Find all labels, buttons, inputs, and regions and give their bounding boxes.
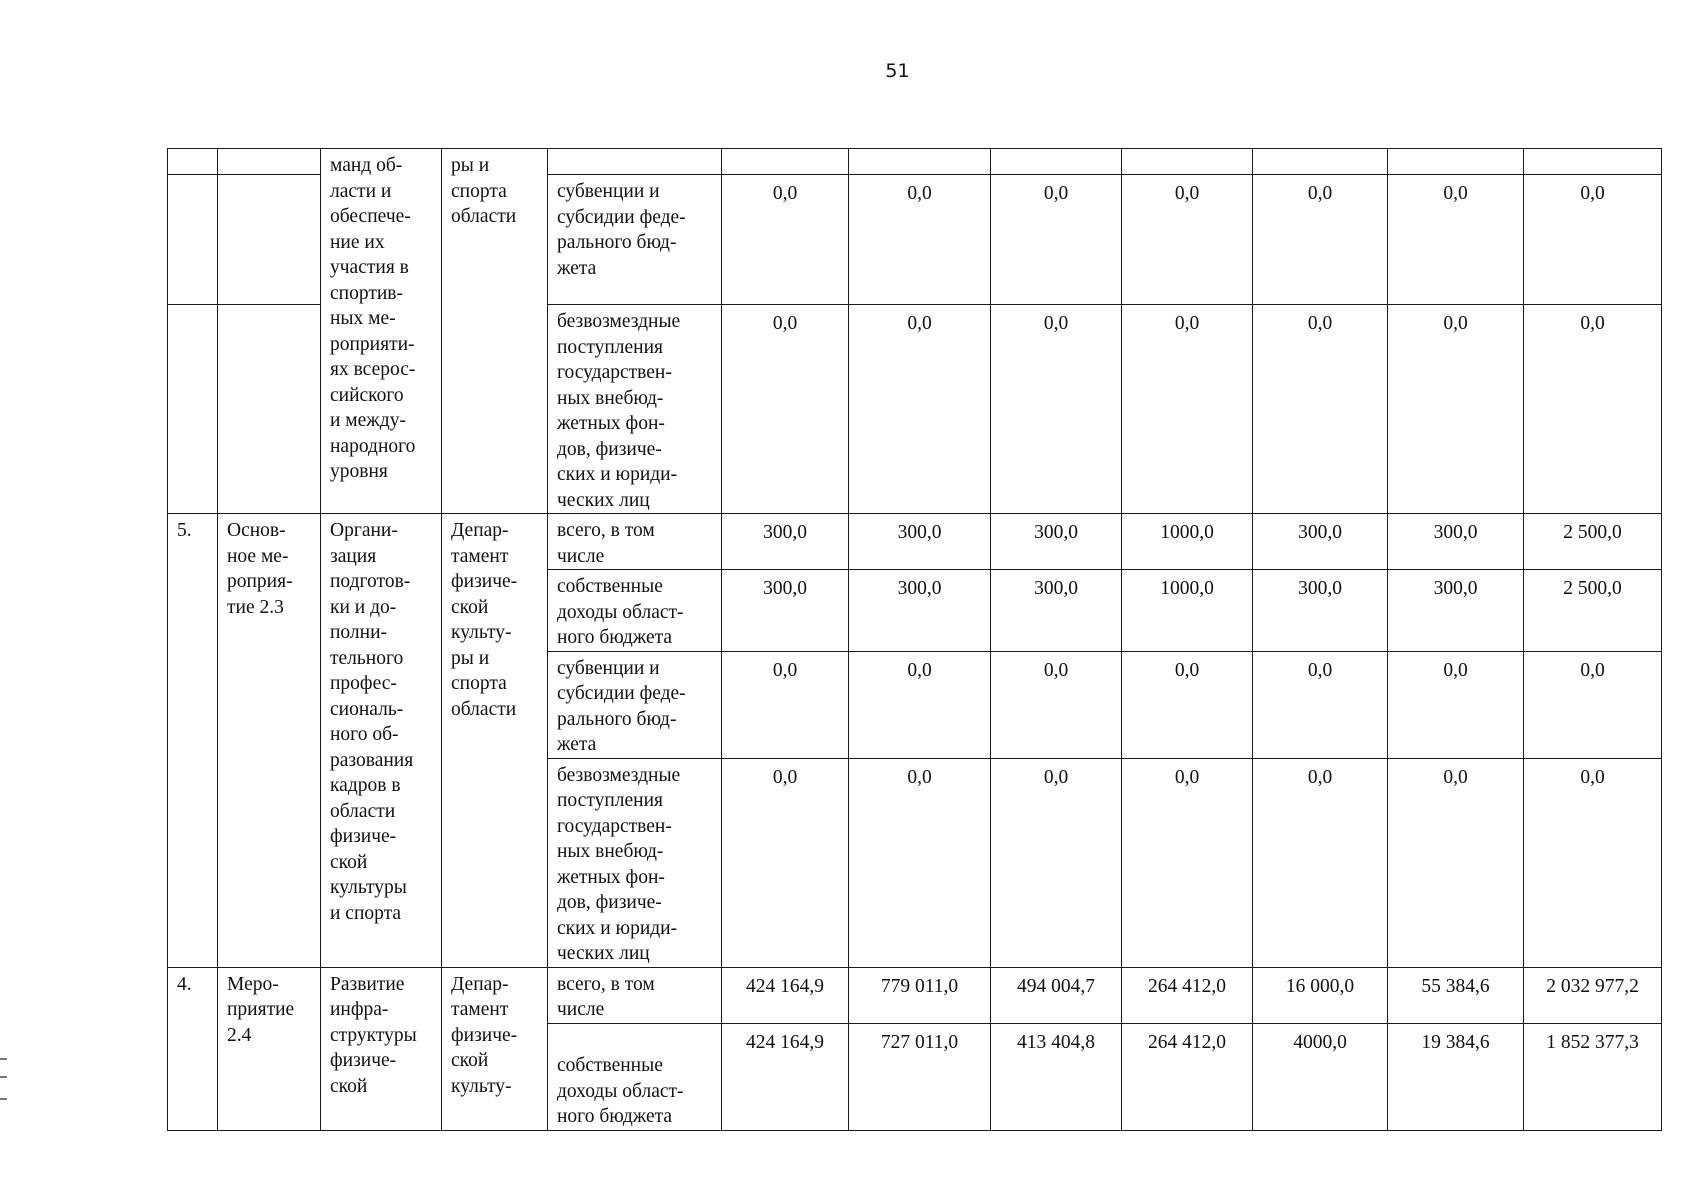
value-cell: 0,0 xyxy=(849,305,991,514)
table-cell: субвенции и субсидии феде- рального бюд- жета xyxy=(548,175,722,305)
binding-marks xyxy=(0,1058,7,1100)
value-cell xyxy=(722,149,849,175)
table-cell: 5. xyxy=(168,514,218,968)
value-cell: 300,0 xyxy=(991,570,1122,652)
value-cell: 0,0 xyxy=(1524,305,1662,514)
value-cell: 0,0 xyxy=(991,651,1122,758)
table-cell xyxy=(168,149,218,175)
value-cell: 300,0 xyxy=(1388,570,1524,652)
table-cell: безвозмездные поступления государствен- ных внебюд- жетных фон- дов, физиче- ских и юриди- ческих лиц xyxy=(548,305,722,514)
value-cell: 0,0 xyxy=(1388,305,1524,514)
table-cell: Меро- приятие 2.4 xyxy=(218,967,321,1130)
value-cell: 424 164,9 xyxy=(722,967,849,1023)
value-cell: 264 412,0 xyxy=(1122,1023,1253,1130)
table-body xyxy=(168,149,1662,1131)
value-cell: 2 500,0 xyxy=(1524,514,1662,570)
value-cell xyxy=(1524,149,1662,175)
table-cell: собственные доходы област- ного бюджета xyxy=(548,570,722,652)
table-cell: всего, в том числе xyxy=(548,514,722,570)
table-cell xyxy=(218,175,321,305)
value-cell: 727 011,0 xyxy=(849,1023,991,1130)
value-cell: 300,0 xyxy=(722,514,849,570)
table-row-8 xyxy=(168,967,1662,1023)
value-cell: 0,0 xyxy=(991,305,1122,514)
value-cell: 0,0 xyxy=(722,758,849,967)
table-cell: Депар- тамент физиче- ской культу- xyxy=(442,967,548,1130)
value-cell: 0,0 xyxy=(991,758,1122,967)
table-cell: ры и спорта области xyxy=(442,149,548,514)
value-cell: 1000,0 xyxy=(1122,514,1253,570)
value-cell: 0,0 xyxy=(1122,175,1253,305)
value-cell: 19 384,6 xyxy=(1388,1023,1524,1130)
table-cell: безвозмездные поступления государствен- ных внебюд- жетных фон- дов, физиче- ских и юриди- ческих лиц xyxy=(548,758,722,967)
value-cell: 2 032 977,2 xyxy=(1524,967,1662,1023)
table-cell xyxy=(168,305,218,514)
value-cell: 0,0 xyxy=(1388,175,1524,305)
value-cell: 300,0 xyxy=(722,570,849,652)
table-cell xyxy=(548,149,722,175)
value-cell: 4000,0 xyxy=(1253,1023,1388,1130)
value-cell: 494 004,7 xyxy=(991,967,1122,1023)
value-cell: 779 011,0 xyxy=(849,967,991,1023)
table-cell: Основ- ное ме- роприя- тие 2.3 xyxy=(218,514,321,968)
table-cell: субвенции и субсидии феде- рального бюд- жета xyxy=(548,651,722,758)
table-cell xyxy=(218,305,321,514)
value-cell: 300,0 xyxy=(1253,514,1388,570)
value-cell: 0,0 xyxy=(1524,175,1662,305)
value-cell: 1000,0 xyxy=(1122,570,1253,652)
value-cell: 16 000,0 xyxy=(1253,967,1388,1023)
table-cell: Развитие инфра- структуры физиче- ской xyxy=(321,967,442,1130)
value-cell: 0,0 xyxy=(1122,305,1253,514)
value-cell: 300,0 xyxy=(1388,514,1524,570)
value-cell: 0,0 xyxy=(722,175,849,305)
table-cell: манд об- ласти и обеспече- ние их участия в спортив- ных ме- роприяти- ях всерос- сийского и между- народного уровня xyxy=(321,149,442,514)
value-cell: 0,0 xyxy=(1122,651,1253,758)
value-cell xyxy=(1388,149,1524,175)
value-cell: 300,0 xyxy=(991,514,1122,570)
value-cell: 0,0 xyxy=(1253,175,1388,305)
value-cell: 0,0 xyxy=(1253,758,1388,967)
value-cell: 0,0 xyxy=(1253,651,1388,758)
value-cell xyxy=(1253,149,1388,175)
value-cell xyxy=(991,149,1122,175)
table-cell: собственные доходы област- ного бюджета xyxy=(548,1023,722,1130)
table-cell xyxy=(218,149,321,175)
value-cell: 413 404,8 xyxy=(991,1023,1122,1130)
value-cell: 0,0 xyxy=(1122,758,1253,967)
page-number: 51 xyxy=(885,60,910,82)
value-cell: 424 164,9 xyxy=(722,1023,849,1130)
table-cell: Органи- зация подготов- ки и до- полни- тельного профес- сиональ- ного об- разования кадров в области физиче- ской культуры и спорта xyxy=(321,514,442,968)
value-cell xyxy=(1122,149,1253,175)
value-cell: 1 852 377,3 xyxy=(1524,1023,1662,1130)
value-cell: 0,0 xyxy=(722,651,849,758)
value-cell: 2 500,0 xyxy=(1524,570,1662,652)
value-cell: 55 384,6 xyxy=(1388,967,1524,1023)
value-cell: 0,0 xyxy=(1388,758,1524,967)
value-cell: 0,0 xyxy=(1388,651,1524,758)
table-row-1 xyxy=(168,149,1662,175)
value-cell: 0,0 xyxy=(722,305,849,514)
table-cell: всего, в том числе xyxy=(548,967,722,1023)
value-cell: 0,0 xyxy=(849,175,991,305)
value-cell: 300,0 xyxy=(849,570,991,652)
value-cell: 0,0 xyxy=(991,175,1122,305)
value-cell: 0,0 xyxy=(1253,305,1388,514)
table-cell: Депар- тамент физиче- ской культу- ры и спорта области xyxy=(442,514,548,968)
budget-table xyxy=(167,148,1662,1131)
value-cell: 0,0 xyxy=(849,758,991,967)
value-cell: 300,0 xyxy=(849,514,991,570)
value-cell: 264 412,0 xyxy=(1122,967,1253,1023)
value-cell: 0,0 xyxy=(849,651,991,758)
value-cell: 0,0 xyxy=(1524,758,1662,967)
value-cell: 300,0 xyxy=(1253,570,1388,652)
value-cell xyxy=(849,149,991,175)
table-cell xyxy=(168,175,218,305)
table-row-4 xyxy=(168,514,1662,570)
table-cell: 4. xyxy=(168,967,218,1130)
value-cell: 0,0 xyxy=(1524,651,1662,758)
